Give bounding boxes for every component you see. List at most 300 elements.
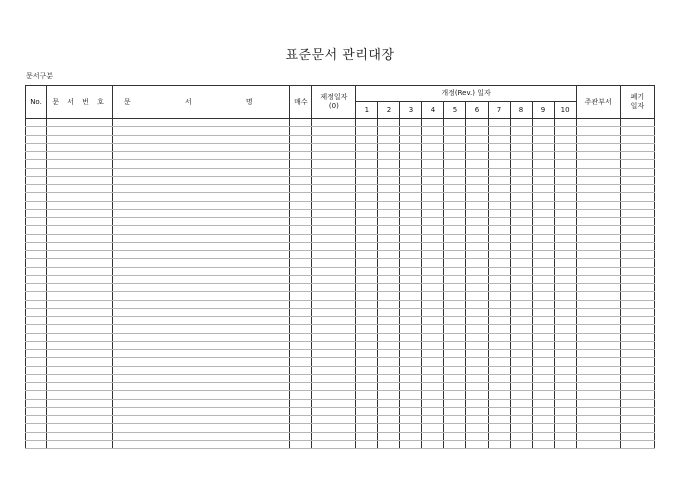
cell-doc-name[interactable] [113,201,290,209]
cell-department[interactable] [576,432,620,440]
cell-department[interactable] [576,366,620,374]
cell-rev-10[interactable] [554,325,576,333]
cell-rev-8[interactable] [510,242,532,250]
cell-no[interactable] [26,152,47,160]
cell-rev-1[interactable] [356,242,378,250]
cell-rev-9[interactable] [532,201,554,209]
cell-rev-7[interactable] [488,251,510,259]
cell-rev-6[interactable] [466,341,488,349]
cell-rev-8[interactable] [510,193,532,201]
cell-rev-4[interactable] [422,226,444,234]
cell-disposal-date[interactable] [620,292,654,300]
cell-rev-6[interactable] [466,399,488,407]
cell-rev-3[interactable] [400,424,422,432]
cell-rev-5[interactable] [444,119,466,127]
cell-rev-3[interactable] [400,259,422,267]
cell-enact-date[interactable] [312,407,356,415]
cell-enact-date[interactable] [312,119,356,127]
cell-enact-date[interactable] [312,152,356,160]
cell-rev-5[interactable] [444,234,466,242]
cell-sheets[interactable] [290,292,312,300]
cell-rev-7[interactable] [488,193,510,201]
cell-rev-1[interactable] [356,160,378,168]
cell-rev-4[interactable] [422,259,444,267]
cell-rev-5[interactable] [444,251,466,259]
cell-department[interactable] [576,300,620,308]
cell-department[interactable] [576,317,620,325]
cell-department[interactable] [576,407,620,415]
cell-rev-4[interactable] [422,333,444,341]
cell-department[interactable] [576,168,620,176]
cell-doc-number[interactable] [47,317,113,325]
cell-no[interactable] [26,234,47,242]
cell-rev-7[interactable] [488,308,510,316]
cell-rev-4[interactable] [422,168,444,176]
cell-sheets[interactable] [290,259,312,267]
cell-doc-number[interactable] [47,193,113,201]
cell-doc-number[interactable] [47,341,113,349]
cell-rev-4[interactable] [422,358,444,366]
cell-doc-number[interactable] [47,185,113,193]
cell-rev-5[interactable] [444,416,466,424]
cell-rev-2[interactable] [378,325,400,333]
cell-rev-4[interactable] [422,218,444,226]
cell-rev-10[interactable] [554,366,576,374]
cell-rev-2[interactable] [378,399,400,407]
cell-rev-3[interactable] [400,143,422,151]
cell-rev-10[interactable] [554,317,576,325]
cell-rev-7[interactable] [488,259,510,267]
cell-rev-1[interactable] [356,424,378,432]
cell-disposal-date[interactable] [620,440,654,448]
cell-disposal-date[interactable] [620,341,654,349]
cell-rev-3[interactable] [400,350,422,358]
cell-rev-3[interactable] [400,160,422,168]
cell-rev-2[interactable] [378,160,400,168]
cell-doc-name[interactable] [113,399,290,407]
cell-rev-7[interactable] [488,160,510,168]
cell-rev-5[interactable] [444,259,466,267]
cell-sheets[interactable] [290,160,312,168]
cell-rev-5[interactable] [444,160,466,168]
cell-rev-3[interactable] [400,341,422,349]
cell-rev-9[interactable] [532,234,554,242]
cell-doc-name[interactable] [113,127,290,135]
cell-rev-10[interactable] [554,160,576,168]
cell-rev-5[interactable] [444,201,466,209]
cell-doc-name[interactable] [113,317,290,325]
cell-no[interactable] [26,209,47,217]
cell-rev-5[interactable] [444,383,466,391]
cell-rev-7[interactable] [488,333,510,341]
cell-rev-10[interactable] [554,374,576,382]
cell-rev-8[interactable] [510,317,532,325]
cell-rev-7[interactable] [488,391,510,399]
cell-rev-8[interactable] [510,176,532,184]
cell-rev-9[interactable] [532,416,554,424]
cell-rev-10[interactable] [554,308,576,316]
cell-rev-9[interactable] [532,275,554,283]
cell-rev-4[interactable] [422,242,444,250]
cell-rev-1[interactable] [356,341,378,349]
cell-rev-10[interactable] [554,209,576,217]
cell-rev-8[interactable] [510,284,532,292]
cell-doc-name[interactable] [113,226,290,234]
cell-rev-7[interactable] [488,284,510,292]
cell-rev-9[interactable] [532,432,554,440]
cell-enact-date[interactable] [312,440,356,448]
cell-doc-name[interactable] [113,160,290,168]
cell-doc-name[interactable] [113,284,290,292]
cell-rev-6[interactable] [466,275,488,283]
cell-department[interactable] [576,333,620,341]
cell-sheets[interactable] [290,135,312,143]
cell-no[interactable] [26,358,47,366]
cell-rev-8[interactable] [510,292,532,300]
cell-doc-number[interactable] [47,251,113,259]
cell-doc-name[interactable] [113,152,290,160]
cell-enact-date[interactable] [312,333,356,341]
cell-disposal-date[interactable] [620,143,654,151]
cell-rev-6[interactable] [466,143,488,151]
cell-rev-2[interactable] [378,358,400,366]
cell-sheets[interactable] [290,201,312,209]
cell-no[interactable] [26,267,47,275]
cell-rev-1[interactable] [356,119,378,127]
cell-rev-2[interactable] [378,440,400,448]
cell-disposal-date[interactable] [620,234,654,242]
cell-enact-date[interactable] [312,193,356,201]
cell-rev-1[interactable] [356,300,378,308]
cell-rev-5[interactable] [444,127,466,135]
cell-no[interactable] [26,341,47,349]
cell-enact-date[interactable] [312,201,356,209]
cell-rev-10[interactable] [554,168,576,176]
cell-no[interactable] [26,218,47,226]
cell-rev-10[interactable] [554,226,576,234]
cell-rev-7[interactable] [488,424,510,432]
cell-rev-4[interactable] [422,275,444,283]
cell-rev-2[interactable] [378,366,400,374]
cell-rev-6[interactable] [466,242,488,250]
cell-sheets[interactable] [290,226,312,234]
cell-rev-1[interactable] [356,333,378,341]
cell-no[interactable] [26,176,47,184]
cell-doc-name[interactable] [113,366,290,374]
cell-rev-8[interactable] [510,374,532,382]
cell-disposal-date[interactable] [620,416,654,424]
cell-rev-2[interactable] [378,119,400,127]
cell-department[interactable] [576,135,620,143]
cell-rev-7[interactable] [488,292,510,300]
cell-enact-date[interactable] [312,300,356,308]
cell-rev-5[interactable] [444,432,466,440]
cell-rev-4[interactable] [422,424,444,432]
cell-rev-3[interactable] [400,374,422,382]
cell-doc-name[interactable] [113,374,290,382]
cell-rev-2[interactable] [378,317,400,325]
cell-enact-date[interactable] [312,350,356,358]
cell-disposal-date[interactable] [620,300,654,308]
cell-rev-6[interactable] [466,152,488,160]
cell-rev-1[interactable] [356,391,378,399]
cell-rev-3[interactable] [400,317,422,325]
cell-rev-8[interactable] [510,275,532,283]
cell-rev-1[interactable] [356,275,378,283]
cell-department[interactable] [576,176,620,184]
cell-rev-9[interactable] [532,333,554,341]
cell-rev-7[interactable] [488,143,510,151]
cell-rev-8[interactable] [510,416,532,424]
cell-rev-6[interactable] [466,300,488,308]
cell-enact-date[interactable] [312,358,356,366]
cell-rev-7[interactable] [488,416,510,424]
cell-enact-date[interactable] [312,391,356,399]
cell-rev-3[interactable] [400,168,422,176]
cell-doc-number[interactable] [47,416,113,424]
cell-rev-4[interactable] [422,143,444,151]
cell-rev-9[interactable] [532,440,554,448]
cell-doc-number[interactable] [47,160,113,168]
cell-disposal-date[interactable] [620,119,654,127]
cell-no[interactable] [26,407,47,415]
cell-rev-2[interactable] [378,432,400,440]
cell-rev-5[interactable] [444,267,466,275]
cell-department[interactable] [576,152,620,160]
cell-doc-name[interactable] [113,383,290,391]
cell-doc-name[interactable] [113,168,290,176]
cell-doc-name[interactable] [113,308,290,316]
cell-sheets[interactable] [290,391,312,399]
cell-rev-6[interactable] [466,366,488,374]
cell-disposal-date[interactable] [620,152,654,160]
cell-department[interactable] [576,341,620,349]
cell-rev-4[interactable] [422,160,444,168]
cell-rev-5[interactable] [444,168,466,176]
cell-enact-date[interactable] [312,168,356,176]
cell-enact-date[interactable] [312,383,356,391]
cell-rev-5[interactable] [444,242,466,250]
cell-sheets[interactable] [290,127,312,135]
cell-rev-2[interactable] [378,234,400,242]
cell-disposal-date[interactable] [620,176,654,184]
cell-rev-9[interactable] [532,399,554,407]
cell-rev-1[interactable] [356,193,378,201]
cell-rev-5[interactable] [444,358,466,366]
cell-rev-5[interactable] [444,366,466,374]
cell-department[interactable] [576,143,620,151]
cell-department[interactable] [576,234,620,242]
cell-rev-10[interactable] [554,267,576,275]
cell-department[interactable] [576,193,620,201]
cell-no[interactable] [26,391,47,399]
cell-rev-3[interactable] [400,152,422,160]
cell-rev-1[interactable] [356,399,378,407]
cell-rev-6[interactable] [466,284,488,292]
cell-rev-1[interactable] [356,185,378,193]
cell-rev-9[interactable] [532,143,554,151]
cell-department[interactable] [576,350,620,358]
cell-disposal-date[interactable] [620,226,654,234]
cell-sheets[interactable] [290,341,312,349]
cell-rev-9[interactable] [532,391,554,399]
cell-rev-2[interactable] [378,416,400,424]
cell-rev-4[interactable] [422,383,444,391]
cell-rev-5[interactable] [444,292,466,300]
cell-department[interactable] [576,440,620,448]
cell-disposal-date[interactable] [620,358,654,366]
cell-rev-3[interactable] [400,135,422,143]
cell-rev-6[interactable] [466,176,488,184]
cell-doc-number[interactable] [47,432,113,440]
cell-enact-date[interactable] [312,292,356,300]
cell-department[interactable] [576,259,620,267]
cell-doc-name[interactable] [113,267,290,275]
cell-doc-number[interactable] [47,333,113,341]
cell-rev-4[interactable] [422,366,444,374]
cell-rev-5[interactable] [444,407,466,415]
cell-disposal-date[interactable] [620,168,654,176]
cell-rev-1[interactable] [356,358,378,366]
cell-rev-8[interactable] [510,308,532,316]
cell-rev-2[interactable] [378,209,400,217]
cell-enact-date[interactable] [312,242,356,250]
cell-rev-2[interactable] [378,251,400,259]
cell-rev-4[interactable] [422,399,444,407]
cell-department[interactable] [576,416,620,424]
cell-rev-9[interactable] [532,251,554,259]
cell-sheets[interactable] [290,185,312,193]
cell-rev-6[interactable] [466,135,488,143]
cell-no[interactable] [26,193,47,201]
cell-rev-1[interactable] [356,317,378,325]
cell-rev-10[interactable] [554,201,576,209]
cell-enact-date[interactable] [312,251,356,259]
cell-rev-1[interactable] [356,209,378,217]
cell-department[interactable] [576,308,620,316]
cell-doc-number[interactable] [47,325,113,333]
cell-department[interactable] [576,119,620,127]
cell-rev-6[interactable] [466,127,488,135]
cell-sheets[interactable] [290,308,312,316]
cell-doc-name[interactable] [113,333,290,341]
cell-rev-5[interactable] [444,209,466,217]
cell-rev-3[interactable] [400,127,422,135]
cell-department[interactable] [576,358,620,366]
cell-rev-7[interactable] [488,242,510,250]
cell-rev-7[interactable] [488,275,510,283]
cell-rev-3[interactable] [400,325,422,333]
cell-rev-8[interactable] [510,267,532,275]
cell-rev-5[interactable] [444,143,466,151]
cell-rev-2[interactable] [378,284,400,292]
cell-sheets[interactable] [290,383,312,391]
cell-rev-2[interactable] [378,267,400,275]
cell-sheets[interactable] [290,374,312,382]
cell-rev-4[interactable] [422,135,444,143]
cell-rev-5[interactable] [444,193,466,201]
cell-rev-3[interactable] [400,300,422,308]
cell-rev-2[interactable] [378,391,400,399]
cell-doc-name[interactable] [113,300,290,308]
cell-doc-name[interactable] [113,193,290,201]
cell-rev-10[interactable] [554,358,576,366]
cell-department[interactable] [576,391,620,399]
cell-rev-6[interactable] [466,358,488,366]
cell-department[interactable] [576,127,620,135]
cell-rev-1[interactable] [356,383,378,391]
cell-rev-9[interactable] [532,152,554,160]
cell-rev-5[interactable] [444,424,466,432]
cell-enact-date[interactable] [312,176,356,184]
cell-no[interactable] [26,185,47,193]
cell-rev-1[interactable] [356,259,378,267]
cell-rev-9[interactable] [532,267,554,275]
cell-rev-7[interactable] [488,168,510,176]
cell-rev-10[interactable] [554,383,576,391]
cell-enact-date[interactable] [312,366,356,374]
cell-doc-name[interactable] [113,407,290,415]
cell-rev-2[interactable] [378,374,400,382]
cell-rev-9[interactable] [532,226,554,234]
cell-rev-4[interactable] [422,416,444,424]
cell-doc-number[interactable] [47,350,113,358]
cell-rev-8[interactable] [510,135,532,143]
cell-doc-name[interactable] [113,350,290,358]
cell-rev-8[interactable] [510,440,532,448]
cell-rev-10[interactable] [554,135,576,143]
cell-no[interactable] [26,284,47,292]
cell-no[interactable] [26,383,47,391]
cell-rev-10[interactable] [554,185,576,193]
cell-rev-8[interactable] [510,366,532,374]
cell-disposal-date[interactable] [620,317,654,325]
cell-enact-date[interactable] [312,308,356,316]
cell-rev-10[interactable] [554,292,576,300]
cell-rev-9[interactable] [532,218,554,226]
cell-disposal-date[interactable] [620,185,654,193]
cell-rev-2[interactable] [378,218,400,226]
cell-disposal-date[interactable] [620,160,654,168]
cell-rev-4[interactable] [422,251,444,259]
cell-rev-8[interactable] [510,432,532,440]
cell-rev-6[interactable] [466,218,488,226]
cell-rev-1[interactable] [356,201,378,209]
cell-rev-6[interactable] [466,119,488,127]
cell-rev-10[interactable] [554,350,576,358]
cell-rev-5[interactable] [444,317,466,325]
cell-rev-8[interactable] [510,424,532,432]
cell-rev-1[interactable] [356,292,378,300]
cell-doc-name[interactable] [113,358,290,366]
cell-rev-9[interactable] [532,135,554,143]
cell-disposal-date[interactable] [620,333,654,341]
cell-doc-name[interactable] [113,391,290,399]
cell-enact-date[interactable] [312,325,356,333]
cell-rev-4[interactable] [422,325,444,333]
cell-rev-4[interactable] [422,432,444,440]
cell-enact-date[interactable] [312,259,356,267]
cell-rev-6[interactable] [466,317,488,325]
cell-no[interactable] [26,374,47,382]
cell-rev-4[interactable] [422,119,444,127]
cell-no[interactable] [26,292,47,300]
cell-no[interactable] [26,226,47,234]
cell-rev-9[interactable] [532,383,554,391]
cell-rev-6[interactable] [466,432,488,440]
cell-sheets[interactable] [290,119,312,127]
cell-rev-2[interactable] [378,275,400,283]
